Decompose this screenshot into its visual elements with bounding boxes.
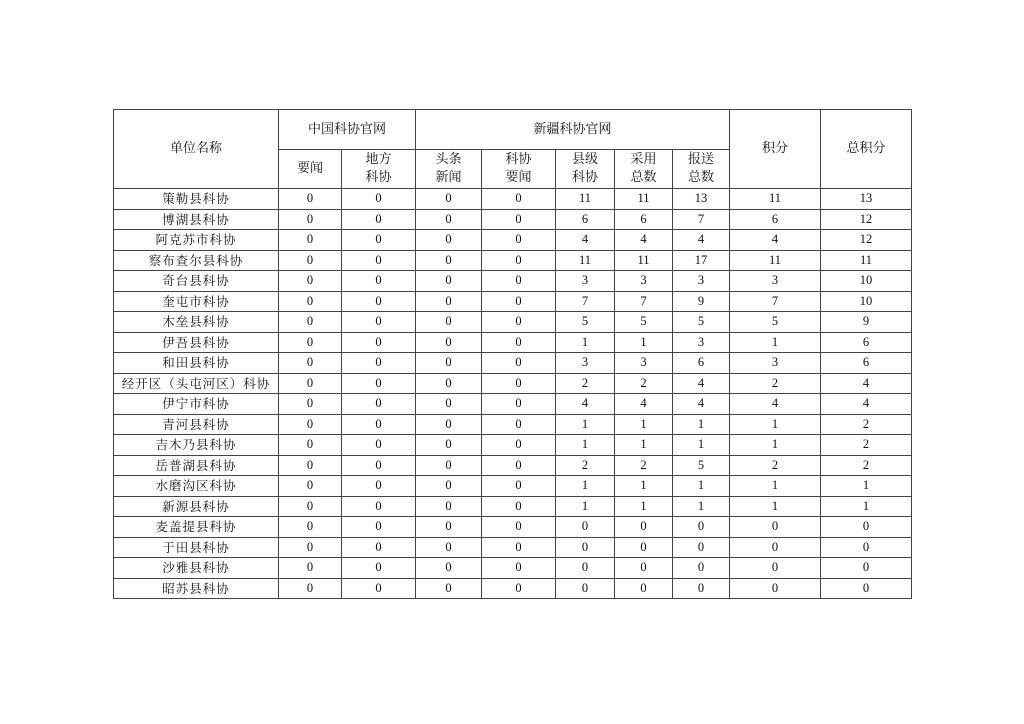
value-cell: 0 [416,189,482,210]
value-cell: 0 [279,230,342,251]
value-cell: 4 [730,230,821,251]
value-cell: 0 [342,517,416,538]
value-cell: 4 [673,373,730,394]
value-cell: 2 [730,455,821,476]
value-cell: 12 [821,209,912,230]
value-cell: 1 [821,476,912,497]
value-cell: 1 [730,332,821,353]
header-score: 积分 [730,110,821,189]
value-cell: 0 [482,332,556,353]
unit-name-cell: 麦盖提县科协 [114,517,279,538]
header-association-news: 科协 要闻 [482,150,556,189]
value-cell: 0 [416,291,482,312]
value-cell: 2 [730,373,821,394]
header-adopted-total: 采用 总数 [615,150,673,189]
value-cell: 12 [821,230,912,251]
value-cell: 1 [730,476,821,497]
value-cell: 0 [342,496,416,517]
value-cell: 3 [673,332,730,353]
value-cell: 0 [279,455,342,476]
table-row [114,517,912,538]
value-cell: 11 [556,250,615,271]
table-row [114,189,912,210]
table-body [114,189,912,599]
value-cell: 0 [821,578,912,599]
value-cell: 0 [730,517,821,538]
unit-name-cell: 阿克苏市科协 [114,230,279,251]
value-cell: 0 [342,209,416,230]
value-cell: 3 [556,271,615,292]
unit-name-cell: 于田县科协 [114,537,279,558]
value-cell: 13 [821,189,912,210]
value-cell: 10 [821,271,912,292]
value-cell: 0 [416,353,482,374]
value-cell: 4 [615,230,673,251]
value-cell: 0 [482,578,556,599]
unit-name-cell: 昭苏县科协 [114,578,279,599]
value-cell: 0 [673,578,730,599]
value-cell: 0 [279,414,342,435]
value-cell: 0 [416,312,482,333]
value-cell: 5 [556,312,615,333]
value-cell: 0 [279,209,342,230]
value-cell: 0 [482,373,556,394]
value-cell: 0 [482,517,556,538]
header-local-association: 地方 科协 [342,150,416,189]
unit-name-cell: 经开区（头屯河区）科协 [114,373,279,394]
value-cell: 13 [673,189,730,210]
value-cell: 0 [279,373,342,394]
value-cell: 0 [482,230,556,251]
header-xinjiang-site: 新疆科协官网 [416,110,730,150]
value-cell: 3 [556,353,615,374]
value-cell: 1 [615,496,673,517]
value-cell: 1 [615,414,673,435]
unit-name-cell: 察布查尔县科协 [114,250,279,271]
value-cell: 0 [482,312,556,333]
table-row [114,414,912,435]
value-cell: 0 [482,291,556,312]
value-cell: 1 [673,435,730,456]
value-cell: 0 [342,537,416,558]
value-cell: 0 [482,476,556,497]
value-cell: 0 [279,353,342,374]
value-cell: 2 [821,455,912,476]
value-cell: 6 [821,332,912,353]
value-cell: 0 [416,517,482,538]
value-cell: 7 [556,291,615,312]
value-cell: 0 [279,332,342,353]
value-cell: 0 [342,332,416,353]
value-cell: 0 [416,476,482,497]
unit-name-cell: 伊宁市科协 [114,394,279,415]
table-row [114,394,912,415]
header-total-score: 总积分 [821,110,912,189]
value-cell: 1 [556,476,615,497]
value-cell: 4 [615,394,673,415]
unit-name-cell: 沙雅县科协 [114,558,279,579]
value-cell: 17 [673,250,730,271]
value-cell: 0 [556,578,615,599]
value-cell: 1 [556,332,615,353]
value-cell: 2 [821,435,912,456]
value-cell: 0 [416,496,482,517]
value-cell: 0 [342,394,416,415]
value-cell: 1 [556,496,615,517]
value-cell: 2 [556,373,615,394]
value-cell: 5 [615,312,673,333]
value-cell: 2 [821,414,912,435]
unit-name-cell: 青河县科协 [114,414,279,435]
header-submitted-total: 报送 总数 [673,150,730,189]
table-row [114,455,912,476]
value-cell: 0 [556,558,615,579]
unit-name-cell: 新源县科协 [114,496,279,517]
value-cell: 0 [342,291,416,312]
value-cell: 6 [615,209,673,230]
value-cell: 5 [730,312,821,333]
unit-name-cell: 奎屯市科协 [114,291,279,312]
value-cell: 11 [821,250,912,271]
table-row [114,496,912,517]
value-cell: 3 [673,271,730,292]
value-cell: 1 [556,414,615,435]
value-cell: 1 [730,496,821,517]
unit-name-cell: 策勒县科协 [114,189,279,210]
value-cell: 0 [482,394,556,415]
unit-name-cell: 吉木乃县科协 [114,435,279,456]
value-cell: 4 [821,373,912,394]
table-row [114,558,912,579]
value-cell: 0 [279,394,342,415]
value-cell: 0 [416,271,482,292]
unit-name-cell: 伊吾县科协 [114,332,279,353]
value-cell: 0 [279,250,342,271]
value-cell: 0 [615,558,673,579]
value-cell: 0 [416,578,482,599]
table-header [114,110,912,189]
table-row [114,332,912,353]
value-cell: 6 [556,209,615,230]
value-cell: 0 [342,578,416,599]
table-row [114,230,912,251]
unit-name-cell: 奇台县科协 [114,271,279,292]
value-cell: 0 [482,250,556,271]
table-row [114,373,912,394]
value-cell: 0 [482,414,556,435]
value-cell: 0 [279,476,342,497]
header-unit-name: 单位名称 [114,110,279,189]
unit-name-cell: 博湖县科协 [114,209,279,230]
value-cell: 0 [342,414,416,435]
value-cell: 0 [416,230,482,251]
value-cell: 1 [821,496,912,517]
unit-name-cell: 木垒县科协 [114,312,279,333]
value-cell: 0 [416,373,482,394]
value-cell: 0 [482,209,556,230]
value-cell: 0 [673,517,730,538]
value-cell: 7 [615,291,673,312]
value-cell: 0 [342,312,416,333]
value-cell: 0 [416,558,482,579]
value-cell: 0 [342,230,416,251]
value-cell: 0 [482,455,556,476]
value-cell: 0 [279,435,342,456]
value-cell: 0 [342,455,416,476]
table-row [114,537,912,558]
table-row [114,435,912,456]
value-cell: 0 [416,537,482,558]
value-cell: 10 [821,291,912,312]
value-cell: 0 [821,537,912,558]
value-cell: 1 [673,476,730,497]
value-cell: 0 [416,250,482,271]
value-cell: 1 [615,476,673,497]
value-cell: 11 [730,250,821,271]
value-cell: 0 [673,537,730,558]
value-cell: 0 [279,496,342,517]
value-cell: 0 [416,435,482,456]
value-cell: 0 [342,353,416,374]
value-cell: 6 [673,353,730,374]
value-cell: 0 [673,558,730,579]
table-row [114,291,912,312]
table-row [114,476,912,497]
value-cell: 0 [482,496,556,517]
value-cell: 0 [279,312,342,333]
value-cell: 0 [342,271,416,292]
score-table [113,109,912,599]
value-cell: 1 [556,435,615,456]
value-cell: 0 [821,517,912,538]
table-row [114,353,912,374]
value-cell: 0 [482,558,556,579]
value-cell: 5 [673,312,730,333]
value-cell: 3 [730,271,821,292]
table-row [114,271,912,292]
value-cell: 1 [673,414,730,435]
value-cell: 9 [821,312,912,333]
value-cell: 3 [615,353,673,374]
value-cell: 0 [279,189,342,210]
table-row [114,312,912,333]
value-cell: 0 [279,271,342,292]
value-cell: 0 [416,209,482,230]
value-cell: 0 [615,537,673,558]
value-cell: 0 [821,558,912,579]
value-cell: 0 [279,517,342,538]
value-cell: 0 [615,578,673,599]
value-cell: 0 [482,353,556,374]
value-cell: 7 [673,209,730,230]
value-cell: 2 [615,373,673,394]
value-cell: 0 [615,517,673,538]
header-headline-news: 头条 新闻 [416,150,482,189]
value-cell: 11 [615,250,673,271]
header-key-news: 要闻 [279,150,342,189]
value-cell: 0 [279,578,342,599]
unit-name-cell: 水磨沟区科协 [114,476,279,497]
value-cell: 0 [342,476,416,497]
value-cell: 1 [615,332,673,353]
header-cast-site: 中国科协官网 [279,110,416,150]
value-cell: 0 [416,394,482,415]
value-cell: 0 [279,558,342,579]
value-cell: 6 [821,353,912,374]
value-cell: 1 [615,435,673,456]
value-cell: 0 [342,435,416,456]
table-row [114,578,912,599]
value-cell: 0 [730,537,821,558]
value-cell: 0 [730,578,821,599]
value-cell: 11 [730,189,821,210]
value-cell: 0 [556,537,615,558]
value-cell: 0 [556,517,615,538]
unit-name-cell: 和田县科协 [114,353,279,374]
value-cell: 0 [279,537,342,558]
value-cell: 1 [673,496,730,517]
value-cell: 2 [556,455,615,476]
value-cell: 0 [416,455,482,476]
value-cell: 0 [482,189,556,210]
value-cell: 7 [730,291,821,312]
value-cell: 4 [556,230,615,251]
table-row [114,250,912,271]
value-cell: 0 [482,435,556,456]
unit-name-cell: 岳普湖县科协 [114,455,279,476]
value-cell: 0 [730,558,821,579]
value-cell: 4 [730,394,821,415]
value-cell: 4 [556,394,615,415]
value-cell: 1 [730,435,821,456]
header-county-association: 县级 科协 [556,150,615,189]
value-cell: 1 [730,414,821,435]
value-cell: 6 [730,209,821,230]
value-cell: 0 [416,332,482,353]
table-row [114,209,912,230]
value-cell: 0 [482,271,556,292]
value-cell: 0 [416,414,482,435]
value-cell: 3 [730,353,821,374]
value-cell: 2 [615,455,673,476]
value-cell: 5 [673,455,730,476]
value-cell: 4 [673,230,730,251]
value-cell: 0 [342,558,416,579]
value-cell: 4 [821,394,912,415]
value-cell: 0 [279,291,342,312]
value-cell: 0 [482,537,556,558]
value-cell: 11 [556,189,615,210]
value-cell: 0 [342,250,416,271]
value-cell: 0 [342,189,416,210]
value-cell: 0 [342,373,416,394]
value-cell: 9 [673,291,730,312]
value-cell: 3 [615,271,673,292]
value-cell: 11 [615,189,673,210]
value-cell: 4 [673,394,730,415]
